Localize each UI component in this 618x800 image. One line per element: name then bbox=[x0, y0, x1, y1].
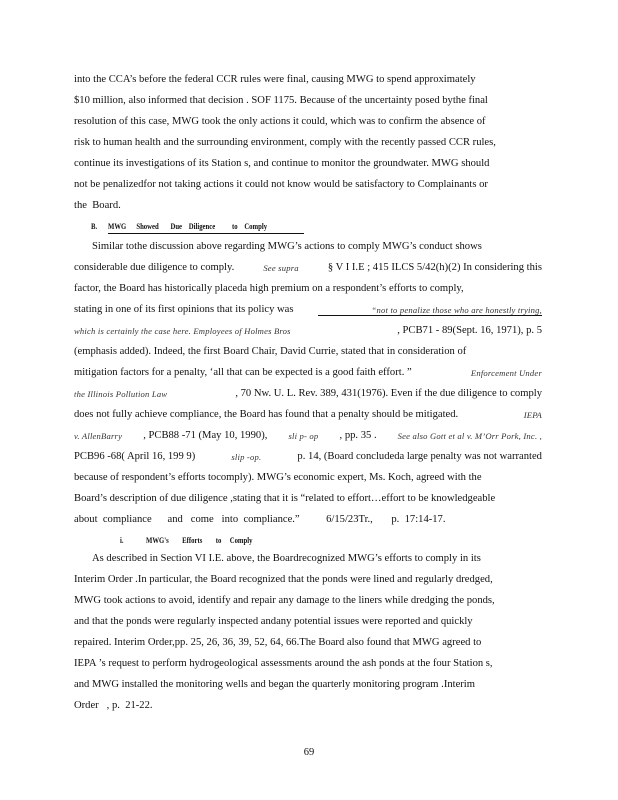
body-line: risk to human health and the surrounding environment, comply with the recently passed CCR rules, bbox=[74, 137, 496, 148]
section-heading: MWG Showed Due Diligence to Comply bbox=[108, 222, 268, 231]
body-line: PCB96 -68( April 16, 199 9) slip -op. p. 14, (Board concludeda large penalty was not warranted bbox=[74, 451, 542, 462]
body-line: Order , p. 21-22. bbox=[74, 700, 153, 711]
body-line: and that the ponds were regularly inspected andany potential issues were reported and quickly bbox=[74, 616, 473, 627]
quote-underline bbox=[318, 315, 542, 316]
heading-underline bbox=[108, 233, 304, 234]
body-line: stating in one of its first opinions that its policy was “not to penalize those who are honestly trying, bbox=[74, 304, 542, 315]
body-line: $10 million, also informed that decision . SOF 1175. Because of the uncertainty posed bythe final bbox=[74, 95, 488, 106]
body-line: and MWG installed the monitoring wells and began the quarterly monitoring program .Interim bbox=[74, 679, 475, 690]
body-line: As described in Section VI I.E. above, the Boardrecognized MWG’s efforts to comply in its bbox=[92, 553, 481, 564]
body-line: the Board. bbox=[74, 200, 121, 211]
body-line: MWG took actions to avoid, identify and repair any damage to the liners while dredging the ponds, bbox=[74, 595, 495, 606]
page-number: 69 bbox=[303, 747, 315, 758]
body-line: into the CCA’s before the federal CCR rules were final, causing MWG to spend approximately bbox=[74, 74, 476, 85]
body-line: not be penalizedfor not taking actions it could not know would be satisfactory to Complainants or bbox=[74, 179, 488, 190]
body-line: (emphasis added). Indeed, the first Board Chair, David Currie, stated that in consideration of bbox=[74, 346, 467, 357]
body-line: does not fully achieve compliance, the Board has found that a penalty should be mitigated. IEPA bbox=[74, 409, 542, 420]
body-line: because of respondent’s efforts tocomply). MWG’s economic expert, Ms. Koch, agreed with the bbox=[74, 472, 482, 483]
section-label: B. bbox=[91, 222, 98, 231]
body-line: which is certainly the case here. Employees of Holmes Bros , PCB71 - 89(Sept. 16, 1971), p. 5 bbox=[74, 325, 542, 336]
subsection-label: i. bbox=[120, 536, 124, 545]
body-line: continue its investigations of its Station s, and continue to monitor the groundwater. MWG should bbox=[74, 158, 490, 169]
body-line: Board’s description of due diligence ,stating that it is “related to effort…effort to be knowledgeable bbox=[74, 493, 496, 504]
body-line: considerable due diligence to comply. See supra § V I I.E ; 415 ILCS 5/42(h)(2) In considering this bbox=[74, 262, 542, 273]
body-line: resolution of this case, MWG took the only actions it could, which was to confirm the absence of bbox=[74, 116, 486, 127]
body-line: factor, the Board has historically placeda high premium on a respondent’s efforts to comply, bbox=[74, 283, 464, 294]
body-line: v. AllenBarry , PCB88 -71 (May 10, 1990), sli p- op , pp. 35 . See also Gott et al v. M’Orr Pork, Inc. , bbox=[74, 430, 542, 441]
body-line: mitigation factors for a penalty, ‘all that can be expected is a good faith effort. ” Enforcement Under bbox=[74, 367, 542, 378]
body-line: repaired. Interim Order,pp. 25, 26, 36, 39, 52, 64, 66.The Board also found that MWG agreed to bbox=[74, 637, 482, 648]
subsection-heading: MWG's Efforts to Comply bbox=[146, 536, 253, 545]
body-line: IEPA ’s request to perform hydrogeological assessments around the ash ponds at the four Station s, bbox=[74, 658, 493, 669]
body-line: Similar tothe discussion above regarding MWG’s actions to comply MWG’s conduct shows bbox=[92, 241, 482, 252]
body-line: the Illinois Pollution Law , 70 Nw. U. L. Rev. 389, 431(1976). Even if the due diligence to comply bbox=[74, 388, 542, 399]
body-line: about compliance and come into compliance.” 6/15/23Tr., p. 17:14-17. bbox=[74, 514, 446, 525]
body-line: Interim Order .In particular, the Board recognized that the ponds were lined and regularly dredged, bbox=[74, 574, 493, 585]
